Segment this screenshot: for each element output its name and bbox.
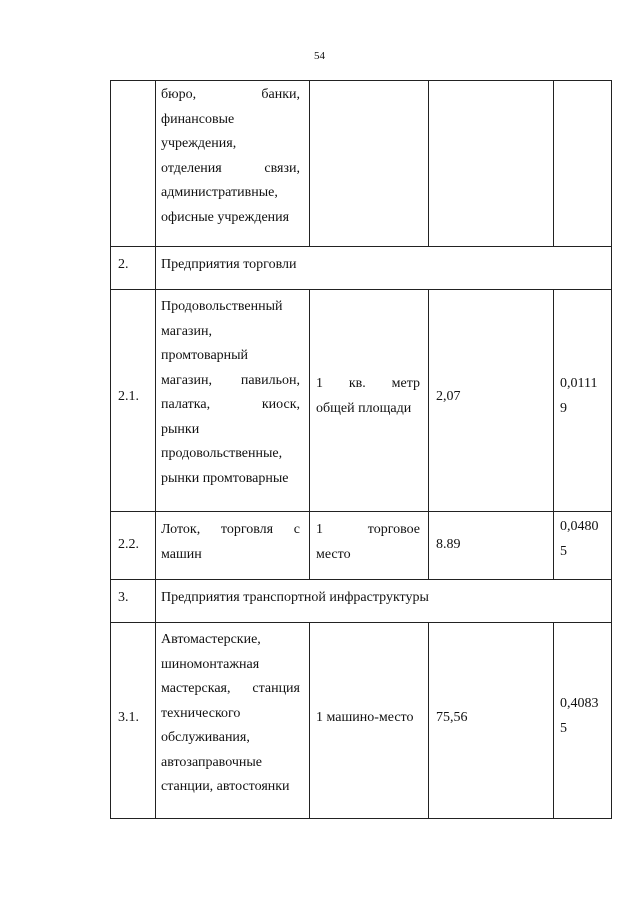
coef-line: 9 — [560, 400, 567, 416]
row-3-title: Предприятия транспортной инфраструктуры — [161, 590, 429, 605]
row-3-1-value: 75,56 — [436, 710, 468, 725]
row-2-title: Предприятия торговли — [161, 257, 297, 272]
row-3-1-number: 3.1. — [118, 710, 139, 725]
column-divider — [428, 289, 429, 580]
column-divider — [110, 80, 111, 819]
name-line: палатка, киоск, — [161, 397, 300, 412]
column-divider — [553, 80, 554, 247]
row-2-1-name — [161, 295, 300, 491]
unit-line: 1 кв. метр — [316, 376, 420, 391]
row-0-name — [161, 83, 300, 230]
row-divider — [110, 579, 612, 580]
row-2-2-value: 8.89 — [436, 537, 461, 552]
name-line: мастерская, станция — [161, 681, 300, 696]
name-line: продовольственные, — [161, 446, 283, 461]
row-2-2-name — [161, 518, 300, 567]
name-line: финансовые — [161, 111, 235, 127]
row-3-1-name — [161, 628, 300, 800]
name-line: автозаправочные — [161, 754, 262, 770]
column-divider — [428, 622, 429, 819]
row-divider — [110, 818, 612, 819]
name-line: административные, — [161, 185, 278, 200]
row-divider — [110, 511, 612, 512]
name-line: промтоварный — [161, 348, 249, 363]
row-2-2-unit — [316, 518, 420, 567]
unit-line: 1 машино-место — [316, 710, 414, 725]
column-divider — [553, 622, 554, 819]
unit-line: 1 торговое — [316, 522, 420, 537]
row-divider — [110, 622, 612, 623]
row-divider — [110, 289, 612, 290]
coef-line: 0,0480 — [560, 519, 599, 534]
row-3-number: 3. — [118, 590, 129, 605]
name-line: учреждения, — [161, 136, 237, 151]
name-line: рынки — [161, 421, 200, 437]
row-2-2-coefficient — [560, 515, 599, 564]
coef-line: 0,4083 — [560, 696, 599, 711]
row-divider — [110, 80, 612, 81]
row-3-1-coefficient — [560, 692, 599, 741]
name-line: технического — [161, 705, 241, 721]
coef-line: 0,0111 — [560, 376, 598, 391]
name-line: Продовольственный — [161, 299, 283, 314]
name-line: магазин, павильон, — [161, 372, 300, 388]
name-line: бюро, банки, — [161, 87, 300, 102]
column-divider — [309, 80, 310, 247]
name-line: Лоток, торговля с — [161, 522, 300, 537]
row-2-number: 2. — [118, 257, 129, 272]
column-divider — [428, 80, 429, 247]
row-2-1-coefficient — [560, 372, 597, 421]
row-2-1-value: 2,07 — [436, 389, 461, 404]
name-line: отделения связи, — [161, 160, 300, 176]
name-line: машин — [161, 546, 202, 562]
column-divider — [611, 80, 612, 819]
column-divider — [155, 80, 156, 819]
row-2-1-number: 2.1. — [118, 389, 139, 404]
name-line: рынки промтоварные — [161, 470, 289, 486]
column-divider — [553, 289, 554, 580]
name-line: Автомастерские, — [161, 632, 261, 647]
row-3-1-unit — [316, 706, 413, 731]
page-number: 54 — [314, 50, 325, 62]
row-2-1-unit — [316, 372, 420, 421]
row-2-2-number: 2.2. — [118, 537, 139, 552]
name-line: офисные учреждения — [161, 209, 290, 225]
unit-line: общей площади — [316, 400, 412, 416]
coef-line: 5 — [560, 720, 567, 736]
name-line: станции, автостоянки — [161, 779, 290, 794]
name-line: магазин, — [161, 323, 212, 339]
name-line: обслуживания, — [161, 730, 250, 745]
unit-line: место — [316, 546, 351, 562]
coef-line: 5 — [560, 543, 567, 559]
name-line: шиномонтажная — [161, 656, 260, 672]
column-divider — [309, 622, 310, 819]
row-divider — [110, 246, 612, 247]
column-divider — [309, 289, 310, 580]
